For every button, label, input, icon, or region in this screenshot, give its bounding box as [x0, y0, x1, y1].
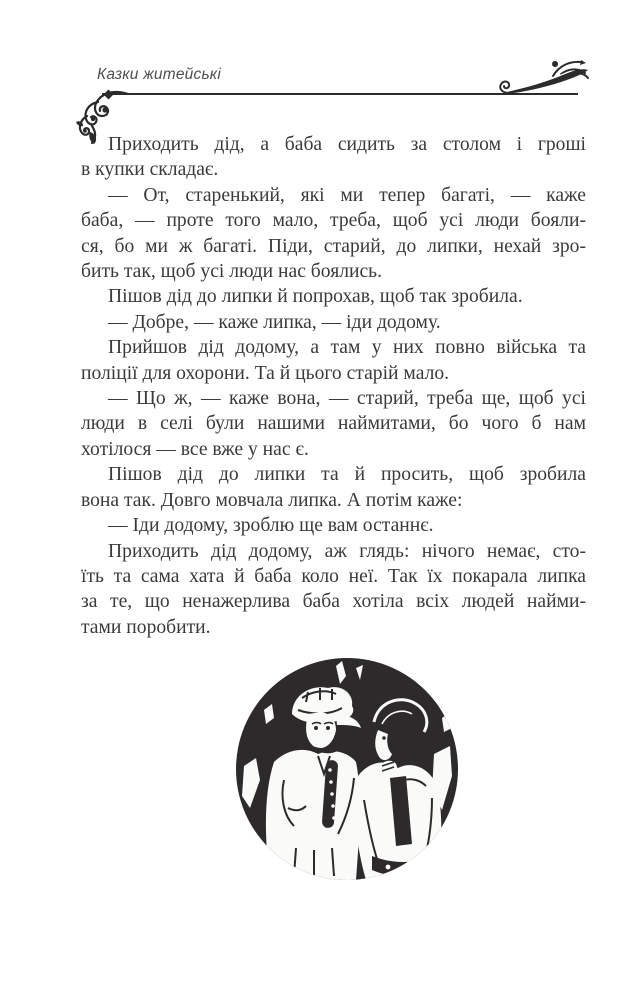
story-text	[81, 132, 586, 640]
text-line: Пішов дід до липки й попрохав, щоб так зробила.	[108, 286, 523, 308]
text-line: в купки складає.	[81, 159, 219, 181]
text-line: Приходить дід додому, аж глядь: нічого немає, сто-	[108, 540, 586, 562]
text-line: люди в селі були нашими наймитами, бо чого б нам	[81, 413, 586, 435]
text-line: Прийшов дід додому, а там у них повно війська та	[108, 337, 586, 359]
text-line: за те, що ненажерлива баба хотіла всіх людей найми-	[81, 591, 586, 613]
text-line: вона так. Довго мовчала липка. А потім каже:	[81, 489, 463, 511]
text-line: — От, старенький, які ми тепер багаті, — каже	[108, 184, 586, 206]
text-line: поліції для охорони. Та й цього старій мало.	[81, 362, 450, 384]
text-line: — Іди додому, зроблю ще вам останнє.	[108, 515, 434, 537]
text-line: — Добре, — каже липка, — іди додому.	[108, 311, 441, 333]
text-line: — Що ж, — каже вона, — старий, треба ще, щоб усі	[108, 388, 586, 410]
text-line: баба, — проте того мало, треба, щоб усі люди бояли-	[81, 210, 586, 232]
text-line: Приходить дід, а баба сидить за столом і гроші	[108, 134, 586, 155]
story-illustration	[236, 658, 458, 880]
text-line: тами поробити.	[81, 616, 211, 638]
header-flourish-icon	[495, 58, 591, 96]
text-line: ся, бо ми ж багаті. Піди, старий, до липки, нехай зро-	[81, 235, 586, 257]
text-line: Пішов дід до липки та й просить, щоб зробила	[108, 464, 586, 486]
running-head: Казки житейські	[97, 66, 221, 83]
text-line: бить так, щоб усі люди нас боялись.	[81, 261, 383, 283]
text-line: їть та сама хата й баба коло неї. Так їх покарала липка	[81, 565, 586, 587]
text-line: хотілося — все вже у нас є.	[81, 438, 309, 460]
